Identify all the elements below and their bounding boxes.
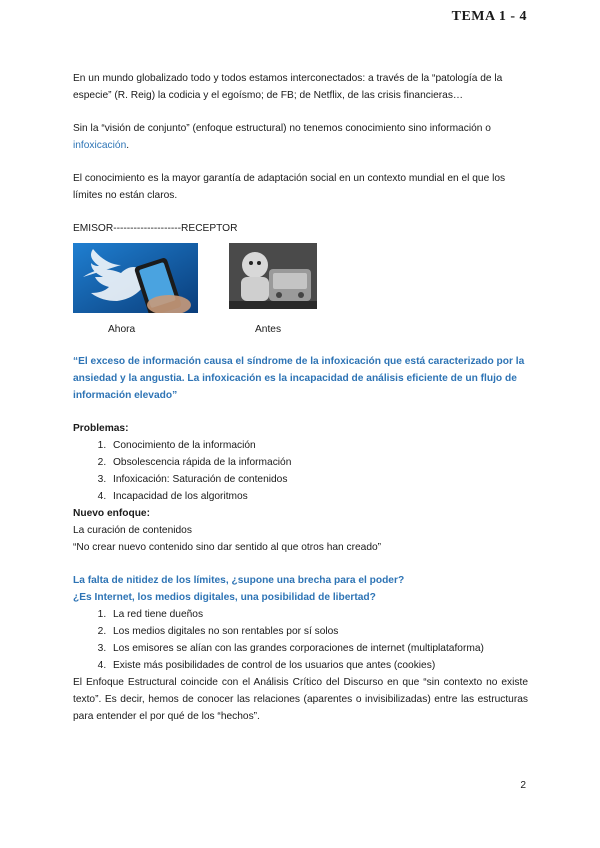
list-item: 1. Conocimiento de la información xyxy=(109,437,528,454)
problems-heading: Problemas: xyxy=(73,423,129,434)
infoxication-quote: “El exceso de información causa el síndrome de la infoxicación que está caracterizado por la ansiedad y la angustia. La infoxicación es la incapacidad de análisis eficiente de un flujo de información elevado” xyxy=(73,356,525,401)
new-approach-quote: “No crear nuevo contenido sino dar sentido al que otros han creado” xyxy=(73,542,382,553)
new-approach-line: La curación de contenidos xyxy=(73,525,192,536)
page-number: 2 xyxy=(520,780,526,791)
list-item: 2. Los medios digitales no son rentables por sí solos xyxy=(109,623,528,640)
emisor-receptor-line: EMISOR--------------------RECEPTOR xyxy=(73,223,238,234)
infoxication-paragraph xyxy=(73,120,528,154)
list-item: 2. Obsolescencia rápida de la información xyxy=(109,454,528,471)
intro-paragraph: En un mundo globalizado todo y todos estamos interconectados: a través de la “patología de la especie” (R. Reig) la codicia y el egoísmo; de FB; de Netflix, de las crisis financieras… xyxy=(73,73,503,101)
internet-list xyxy=(73,606,528,674)
question-internet: ¿Es Internet, los medios digitales, una posibilidad de libertad? xyxy=(73,592,376,603)
new-approach-heading: Nuevo enfoque: xyxy=(73,508,150,519)
caption-now: Ahora xyxy=(108,324,136,335)
list-item: 4. Incapacidad de los algoritmos xyxy=(109,488,528,505)
list-item: 3. Infoxicación: Saturación de contenidos xyxy=(109,471,528,488)
list-item: 4. Existe más posibilidades de control de los usuarios que antes (cookies) xyxy=(109,657,528,674)
child-radio-image xyxy=(229,243,317,309)
infoxication-term: infoxicación xyxy=(73,140,127,151)
image-row xyxy=(73,243,528,343)
infoxication-paragraph-text: Sin la “visión de conjunto” (enfoque estructural) no tenemos conocimiento sino información o xyxy=(73,123,491,134)
infoxication-paragraph-end: . xyxy=(126,140,130,151)
page-header-title: TEMA 1 - 4 xyxy=(451,9,527,24)
question-limits: La falta de nitidez de los límites, ¿supone una brecha para el poder? xyxy=(73,575,405,586)
problems-list xyxy=(73,437,528,505)
caption-before: Antes xyxy=(255,324,282,335)
knowledge-paragraph: El conocimiento es la mayor garantía de adaptación social en un contexto mundial en el que los límites no están claros. xyxy=(73,173,506,201)
twitter-phone-image xyxy=(73,243,198,313)
list-item: 1. La red tiene dueños xyxy=(109,606,528,623)
list-item: 3. Los emisores se alían con las grandes corporaciones de internet (multiplataforma) xyxy=(109,640,528,657)
closing-paragraph: El Enfoque Estructural coincide con el Análisis Crítico del Discurso en que “sin contexto no existe texto”. Es decir, hemos de conocer las relaciones (aparentes o invisibilizadas) entre las estructuras para entender el por qué de los “hechos”. xyxy=(73,677,528,722)
document-body xyxy=(73,70,528,725)
